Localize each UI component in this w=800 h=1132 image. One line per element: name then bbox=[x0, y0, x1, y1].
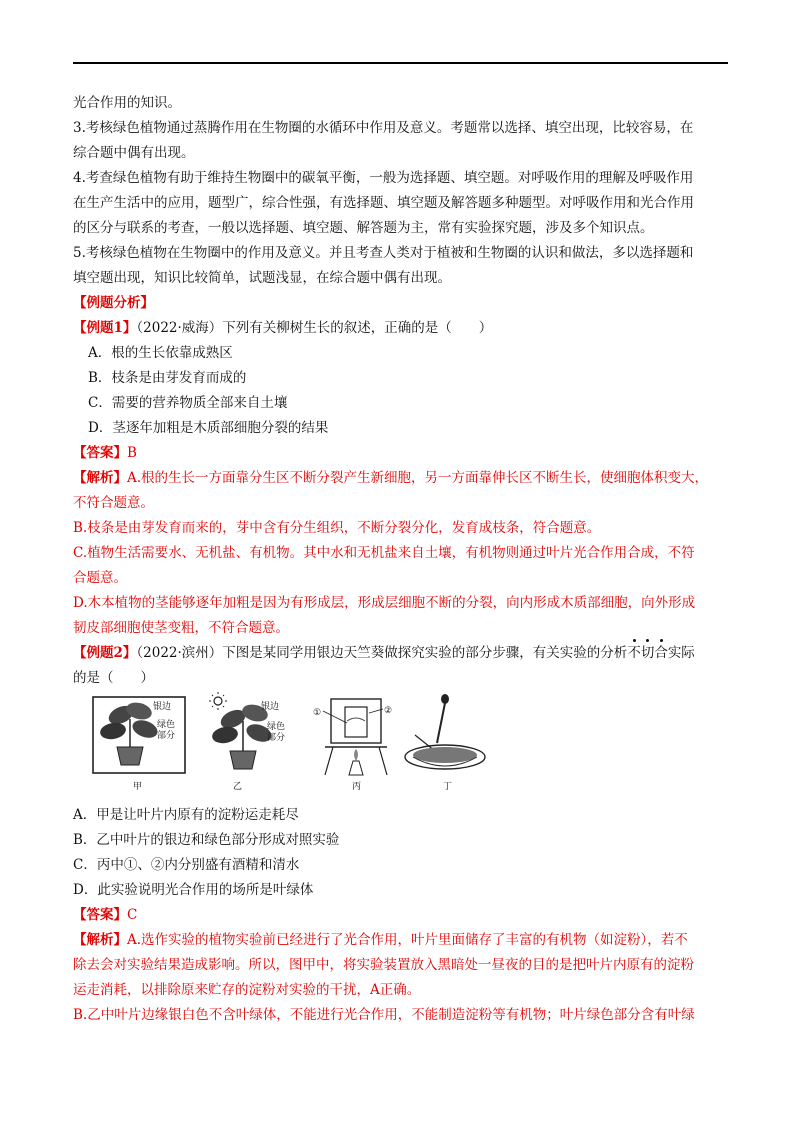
analysis-tag: 【解析】 bbox=[73, 932, 127, 948]
svg-text:绿色: 绿色 bbox=[267, 722, 286, 732]
question-1-answer bbox=[73, 441, 733, 466]
question-1-option-b: B．枝条是由芽发育而成的 bbox=[88, 370, 247, 386]
analysis-text: A.选作实验的植物实验前已经进行了光合作用，叶片里面储存了丰富的有机物（如淀粉），若不 bbox=[127, 932, 688, 948]
label-yi: 乙 bbox=[233, 782, 243, 792]
text-line: 4.考查绿色植物有助于维持生物圈中的碳氧平衡，一般为选择题、填空题。对呼吸作用的理解及呼吸作用 bbox=[73, 170, 694, 186]
emphasis-char: 合 bbox=[654, 641, 668, 666]
panel-bing bbox=[313, 699, 392, 792]
question-1-option-c: C．需要的营养物质全部来自土壤 bbox=[88, 395, 288, 411]
text-line: 综合题中偶有出现。 bbox=[73, 145, 195, 161]
svg-text:部分: 部分 bbox=[157, 731, 176, 741]
question-1-analysis-line: 合题意。 bbox=[73, 570, 127, 586]
question-1-option-a: A．根的生长依靠成熟区 bbox=[88, 345, 233, 361]
question-1-tag: 【例题1】 bbox=[73, 320, 137, 336]
svg-text:①: ① bbox=[313, 708, 322, 718]
question-2-analysis-line: 除去会对实验结果造成影响。所以，图甲中，将实验装置放入黑暗处一昼夜的目的是把叶片内原有的淀粉 bbox=[73, 957, 694, 973]
answer-value: C bbox=[127, 907, 138, 923]
question-2-text-end: 实际 bbox=[667, 645, 695, 661]
label-ding: 丁 bbox=[443, 782, 453, 792]
question-1-analysis-line: 韧皮部细胞使茎变粗，不符合题意。 bbox=[73, 620, 289, 636]
question-1-stem bbox=[73, 316, 733, 341]
emphasis-char: 切 bbox=[641, 641, 655, 666]
panel-yi bbox=[209, 692, 285, 792]
question-1-analysis-line: C.植物生活需要水、无机盐、有机物。其中水和无机盐来自土壤，有机物则通过叶片光合作用合成，不符 bbox=[73, 545, 695, 561]
question-1-analysis-line: D.木本植物的茎能够逐年加粗是因为有形成层，形成层细胞不断的分裂，向内形成木质部细胞，向外形成 bbox=[73, 595, 696, 611]
text-line: 3.考核绿色植物通过蒸腾作用在生物圈的水循环中作用及意义。考题常以选择、填空出现，比较容易，在 bbox=[73, 120, 694, 136]
answer-tag: 【答案】 bbox=[73, 445, 127, 461]
question-2-option-a: A．甲是让叶片内原有的淀粉运走耗尽 bbox=[73, 807, 299, 823]
label-bing: 丙 bbox=[352, 782, 362, 792]
question-1-analysis-line: B.枝条是由芽发育而来的，芽中含有分生组织，不断分裂分化，发育成枝条，符合题意。 bbox=[73, 520, 601, 536]
question-2-option-d: D．此实验说明光合作用的场所是叶绿体 bbox=[73, 882, 314, 898]
question-2-stem-cont: 的是（ ） bbox=[73, 670, 154, 686]
question-1-text: （2022·威海）下列有关柳树生长的叙述，正确的是（ ） bbox=[136, 320, 493, 336]
experiment-diagram bbox=[73, 691, 733, 803]
answer-tag: 【答案】 bbox=[73, 907, 127, 923]
question-2-analysis-line: 运走消耗，以排除原来贮存的淀粉对实验的干扰，A正确。 bbox=[73, 982, 421, 998]
question-2-analysis-line: B.乙中叶片边缘银白色不含叶绿体，不能进行光合作用，不能制造淀粉等有机物；叶片绿色部分含有叶绿 bbox=[73, 1007, 695, 1023]
text-line: 光合作用的知识。 bbox=[73, 95, 181, 111]
text-line: 在生产生活中的应用，题型广，综合性强，有选择题、填空题及解答题多种题型。对呼吸作用和光合作用 bbox=[73, 195, 694, 211]
panel-ding bbox=[405, 694, 485, 792]
section-title: 【例题分析】 bbox=[73, 295, 154, 311]
svg-text:部分: 部分 bbox=[267, 733, 286, 743]
panel-jia bbox=[93, 697, 185, 792]
text-line: 5.考核绿色植物在生物圈中的作用及意义。并且考查人类对于植被和生物圈的认识和做法，多以选择题和 bbox=[73, 245, 694, 261]
emphasis-char: 不 bbox=[627, 641, 641, 666]
svg-text:②: ② bbox=[384, 706, 393, 716]
question-2-option-b: B．乙中叶片的银边和绿色部分形成对照实验 bbox=[73, 832, 340, 848]
question-2-answer bbox=[73, 903, 733, 928]
experiment-figure bbox=[73, 691, 733, 803]
svg-text:绿色: 绿色 bbox=[157, 720, 176, 730]
question-2-text: （2022·滨州）下图是某同学用银边天竺葵做探究实验的部分步骤，有关实验的分析 bbox=[136, 645, 628, 661]
analysis-text: A.根的生长一方面靠分生区不断分裂产生新细胞，另一方面靠伸长区不断生长，使细胞体积变大， bbox=[127, 470, 709, 486]
answer-value: B bbox=[127, 445, 137, 461]
header-rule bbox=[73, 62, 728, 64]
text-line: 填空题出现，知识比较简单，试题浅显，在综合题中偶有出现。 bbox=[73, 270, 451, 286]
document-body bbox=[73, 91, 733, 1028]
svg-text:银边: 银边 bbox=[153, 702, 172, 712]
analysis-tag: 【解析】 bbox=[73, 470, 127, 486]
question-2-tag: 【例题2】 bbox=[73, 645, 137, 661]
question-1-option-d: D．茎逐年加粗是木质部细胞分裂的结果 bbox=[88, 420, 329, 436]
question-1-analysis-line: 不符合题意。 bbox=[73, 495, 154, 511]
text-line: 的区分与联系的考查，一般以选择题、填空题、解答题为主，常有实验探究题，涉及多个知识点。 bbox=[73, 220, 654, 236]
question-2-stem bbox=[73, 641, 733, 666]
question-1-analysis-line bbox=[73, 466, 733, 491]
label-jia: 甲 bbox=[133, 782, 143, 792]
question-2-option-c: C．丙中①、②内分别盛有酒精和清水 bbox=[73, 857, 300, 873]
svg-text:银边: 银边 bbox=[261, 702, 280, 712]
question-2-analysis-line bbox=[73, 928, 733, 953]
